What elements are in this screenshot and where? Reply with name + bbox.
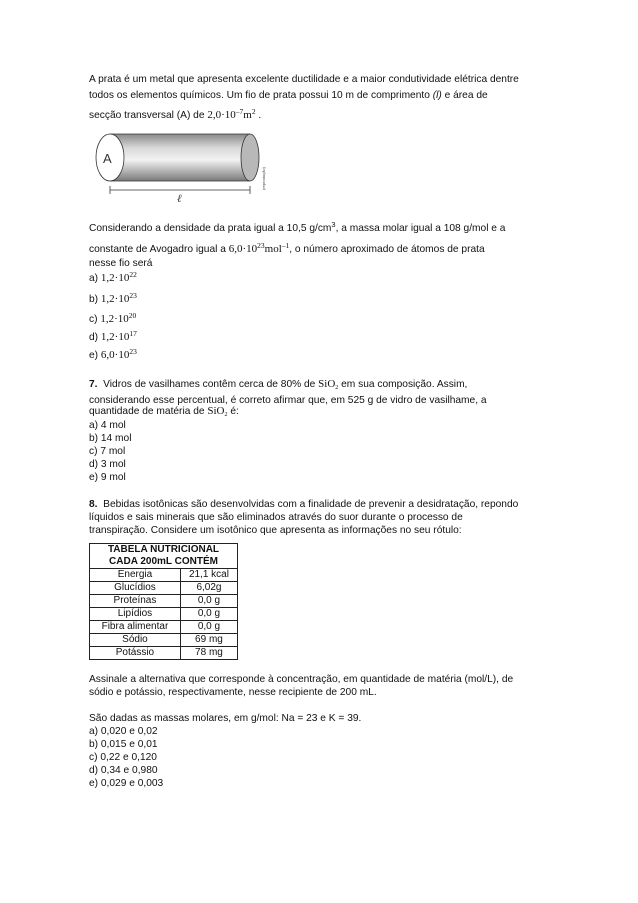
avogadro-value: $6,0\cdot 10^{23}mol^{-1}$: [228, 241, 290, 255]
figure-credit: (reprodução): [261, 167, 266, 190]
q7-option-a[interactable]: a) 4 mol: [89, 420, 126, 431]
table-row: Glucídios 6,02g: [90, 582, 238, 595]
q8-option-d[interactable]: d) 0,34 e 0,980: [89, 765, 158, 776]
q6-option-d[interactable]: d) $1,2\cdot 10^{17}$: [89, 329, 137, 343]
nutrition-table-title: TABELA NUTRICIONAL: [90, 544, 238, 557]
silver-wire-cylinder-figure: [89, 130, 274, 202]
q6-option-a[interactable]: a) $1,2\cdot 10^{22}$: [89, 270, 137, 284]
q6-intro-line2: todos os elementos químicos. Um fio de prata possui 10 m de comprimento (l) e área de: [89, 90, 488, 101]
nutrition-table: [89, 543, 238, 660]
q8-option-c[interactable]: c) 0,22 e 0,120: [89, 752, 157, 763]
q8-number: 8.: [89, 499, 98, 510]
q7-line2: considerando esse percentual, é correto afirmar que, em 525 g de vidro de vasilhame, a: [89, 395, 487, 406]
q8-line2: líquidos e sais minerais que são eliminados através do suor durante o processo de: [89, 512, 463, 523]
q7-line1: 7. Vidros de vasilhames contêm cerca de 80% de SiO$_2$ em sua composição. Assim,: [89, 378, 468, 391]
q6-body-line1: Considerando a densidade da prata igual a 10,5 $g/cm^3$, a massa molar igual a 108 g/mol e a: [89, 220, 506, 234]
q6-option-c[interactable]: c) $1,2\cdot 10^{20}$: [89, 311, 137, 325]
length-label: ℓ: [177, 193, 182, 202]
q7-option-c[interactable]: c) 7 mol: [89, 446, 126, 457]
cylinder-right-end: [241, 134, 259, 181]
q6-body-line3: nesse fio será: [89, 258, 153, 269]
table-row: Fibra alimentar 0,0 g: [90, 621, 238, 634]
sio2-formula: SiO$_2$: [318, 378, 339, 391]
q7-option-e[interactable]: e) 9 mol: [89, 472, 126, 483]
q6-body-line2: constante de Avogadro igual a $6,0\cdot 10^{23}mol^{-1}$, o número aproximado de átomos de prata: [89, 241, 485, 255]
cross-section-label: A: [103, 151, 112, 166]
table-row: Energia 21,1 kcal: [90, 569, 238, 582]
table-row: Lipídios 0,0 g: [90, 608, 238, 621]
q8-option-a[interactable]: a) 0,020 e 0,02: [89, 726, 158, 737]
q8-after-line1: Assinale a alternativa que corresponde à concentração, em quantidade de matéria (mol/L), de: [89, 674, 514, 685]
q7-line3: quantidade de matéria de SiO$_2$ é:: [89, 405, 239, 418]
q6-intro-line1: A prata é um metal que apresenta excelente ductilidade e a maior condutividade elétrica dentre: [89, 74, 519, 85]
q8-after-line2: sódio e potássio, respectivamente, nesse recipiente de 200 mL.: [89, 687, 377, 698]
q7-number: 7.: [89, 379, 98, 390]
q6-option-e[interactable]: e) $6,0\cdot 10^{23}$: [89, 347, 137, 361]
q6-option-b[interactable]: b) $1,2\cdot 10^{23}$: [89, 291, 137, 305]
q7-option-b[interactable]: b) 14 mol: [89, 433, 132, 444]
q7-option-d[interactable]: d) 3 mol: [89, 459, 126, 470]
q6-intro-line3: secção transversal (A) de $2,0\cdot 10^{-7}m^2$ .: [89, 107, 262, 121]
q8-molar-masses: São dadas as massas molares, em g/mol: Na = 23 e K = 39.: [89, 713, 362, 724]
cylinder-body: [110, 134, 250, 181]
table-row: Sódio 69 mg: [90, 634, 238, 647]
table-row: Proteínas 0,0 g: [90, 595, 238, 608]
table-row: Potássio 78 mg: [90, 647, 238, 660]
q8-option-e[interactable]: e) 0,029 e 0,003: [89, 778, 164, 789]
q8-line3: transpiração. Considere um isotônico que apresenta as informações no seu rótulo:: [89, 525, 462, 536]
area-value: $2,0\cdot 10^{-7}m^2$: [207, 107, 256, 121]
q8-line1: 8. Bebidas isotônicas são desenvolvidas com a finalidade de prevenir a desidratação, repondo: [89, 499, 519, 510]
q8-option-b[interactable]: b) 0,015 e 0,01: [89, 739, 158, 750]
nutrition-table-subtitle: CADA 200mL CONTÉM: [90, 556, 238, 569]
